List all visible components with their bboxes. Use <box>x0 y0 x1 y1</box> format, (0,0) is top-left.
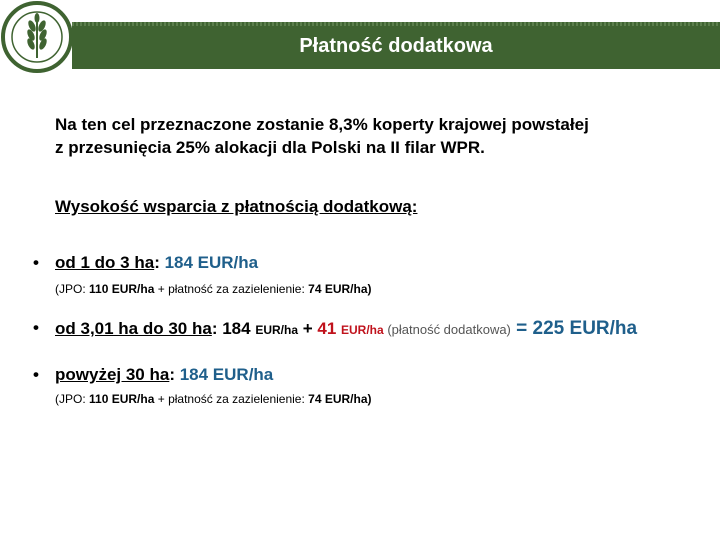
item-note <box>55 392 372 406</box>
note-jpo-label: (JPO: <box>55 392 90 406</box>
amount: 184 EUR/ha <box>164 253 259 272</box>
support-heading: Wysokość wsparcia z płatnością dodatkową: <box>55 197 418 216</box>
intro-line-1: Na ten cel przeznaczone zostanie 8,3% koperty krajowej powstałej <box>55 115 589 134</box>
intro-paragraph <box>55 113 695 159</box>
colon: : <box>154 253 165 272</box>
note-greening-label: + płatność za zazielenienie: <box>154 282 309 296</box>
note-jpo-value: 110 EUR/ha <box>89 282 155 296</box>
note-greening-value: 74 EUR/ha) <box>308 282 372 296</box>
ministry-seal-wheat-icon <box>0 0 74 74</box>
note-jpo-value: 110 EUR/ha <box>89 392 155 406</box>
header-pattern <box>72 22 720 26</box>
list-item-text <box>55 253 258 273</box>
intro-line-2: z przesunięcia 25% alokacji dla Polski na II filar WPR. <box>55 138 485 157</box>
extra-amount-number: 41 <box>317 319 342 338</box>
bullet: • <box>33 253 39 272</box>
amount-number: 184 <box>222 319 256 338</box>
amount: 184 EUR/ha <box>179 365 274 384</box>
list-item-text <box>55 318 637 340</box>
extra-amount-unit: EUR/ha <box>341 323 384 337</box>
range-label: od 3,01 ha do 30 ha <box>55 319 212 338</box>
page-title: Płatność dodatkowa <box>299 35 493 57</box>
bullet: • <box>33 318 39 337</box>
header-bar <box>72 22 720 69</box>
total-amount: = 225 EUR/ha <box>510 318 638 339</box>
colon: : <box>169 365 180 384</box>
plus-sign: + <box>298 319 318 338</box>
range-label: od 1 do 3 ha <box>55 253 155 272</box>
colon: : <box>211 319 223 338</box>
note-jpo-label: (JPO: <box>55 282 90 296</box>
extra-label: (płatność dodatkowa) <box>383 322 511 337</box>
amount-unit: EUR/ha <box>255 323 298 337</box>
list-item-text <box>55 365 273 385</box>
item-note <box>55 282 372 296</box>
note-greening-label: + płatność za zazielenienie: <box>154 392 309 406</box>
bullet: • <box>33 365 39 384</box>
note-greening-value: 74 EUR/ha) <box>308 392 372 406</box>
range-label: powyżej 30 ha <box>55 365 170 384</box>
